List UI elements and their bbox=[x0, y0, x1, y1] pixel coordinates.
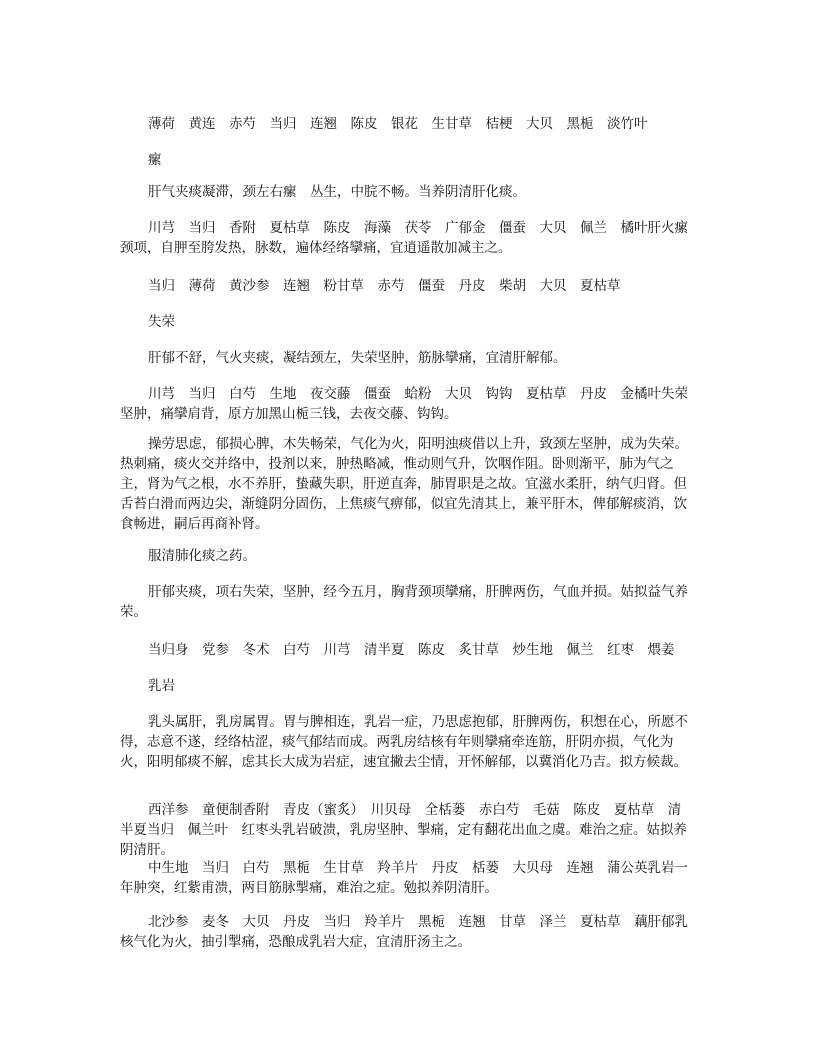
paragraph-7: 肝郁不舒，气火夹痰，凝结颈左，失荣坚肿，筋脉攣痛，宜清肝解郁。 bbox=[148, 350, 567, 366]
paragraph-2-heading: 瘰 bbox=[148, 152, 162, 168]
paragraph-11: 肝郁夹痰，项右失荣，坚肿，经今五月，胸背颈项攣痛，肝脾两伤，气血并损。姑拟益气养荣。 bbox=[120, 584, 688, 620]
paragraph-12-formula: 当归身 党参 冬术 白芍 川芎 清半夏 陈皮 炙甘草 炒生地 佩兰 红枣 煨姜 bbox=[148, 642, 675, 658]
paragraph-9: 操劳思虑，郁损心脾，木失畅荣，气化为火，阳明浊痰借以上升，致颈左坚肿，成为失荣。热刺痛，痰火交并络中，投剂以来，肿热略减，惟动则气升，饮咽作阻。卧则渐平，肺为气之主，肾为气之根，水不养肝，蛰藏失职，肝逆直奔，肺胃职是之故。宜滋水柔肝，纳气归肾。但舌苔白滑而两边尖，渐缝阴分固伤，上焦痰气痹郁，似宜先清其上，兼平肝木，俾郁解痰消，饮食畅进，嗣后再商补肾。 bbox=[120, 436, 688, 532]
paragraph-3: 肝气夹痰凝滞，颈左右瘰 丛生，中脘不畅。当养阴清肝化痰。 bbox=[148, 184, 526, 200]
paragraph-10: 服清肺化痰之药。 bbox=[148, 548, 256, 564]
paragraph-16: 中生地 当归 白芍 黑栀 生甘草 羚羊片 丹皮 栝蒌 大贝母 连翘 蒲公英乳岩一年肿突，红紫甫溃，两目筋脉掣痛，难治之症。勉拟养阴清肝。 bbox=[120, 860, 688, 896]
paragraph-13-heading: 乳岩 bbox=[148, 678, 175, 694]
paragraph-4: 川芎 当归 香附 夏枯草 陈皮 海藻 茯苓 广郁金 僵蚕 大贝 佩兰 橘叶肝火瘰 颈项，自胛至胯发热，脉数，遍体经络攣痛，宜逍遥散加减主之。 bbox=[120, 220, 702, 256]
paragraph-5-formula: 当归 薄荷 黄沙参 连翘 粉甘草 赤芍 僵蚕 丹皮 柴胡 大贝 夏枯草 bbox=[148, 278, 621, 294]
paragraph-6-heading: 失荣 bbox=[148, 314, 175, 330]
paragraph-15: 西洋参 童便制香附 青皮（蜜炙） 川贝母 全栝蒌 赤白芍 毛菇 陈皮 夏枯草 清半夏当归 佩兰叶 红枣头乳岩破溃，乳房坚肿、掣痛，定有翻花出血之虞。难治之症。姑拟养阴清肝。 bbox=[120, 802, 687, 858]
paragraph-1-formula: 薄荷 黄连 赤芍 当归 连翘 陈皮 银花 生甘草 桔梗 大贝 黑栀 淡竹叶 bbox=[148, 116, 648, 132]
paragraph-8: 川芎 当归 白芍 生地 夜交藤 僵蚕 蛤粉 大贝 钩钩 夏枯草 丹皮 金橘叶失荣坚肿，痛攣肩背，原方加黑山栀三钱，去夜交藤、钩钩。 bbox=[120, 386, 688, 422]
paragraph-17: 北沙参 麦冬 大贝 丹皮 当归 羚羊片 黑栀 连翘 甘草 泽兰 夏枯草 藕肝郁乳核气化为火，抽引掣痛，恐酿成乳岩大症，宜清肝汤主之。 bbox=[120, 914, 688, 950]
paragraph-14: 乳头属肝，乳房属胃。胃与脾相连，乳岩一症，乃思虑抱郁，肝脾两伤，积想在心，所愿不得，志意不遂，经络枯涩，痰气郁结而成。两乳房结核有年则攣痛牵连筋，肝阴亦损，气化为火，阳明郁痰不解，虑其长大成为岩症，速宜撇去尘情，开怀解郁，以冀消化乃吉。拟方候裁。 bbox=[120, 714, 688, 770]
